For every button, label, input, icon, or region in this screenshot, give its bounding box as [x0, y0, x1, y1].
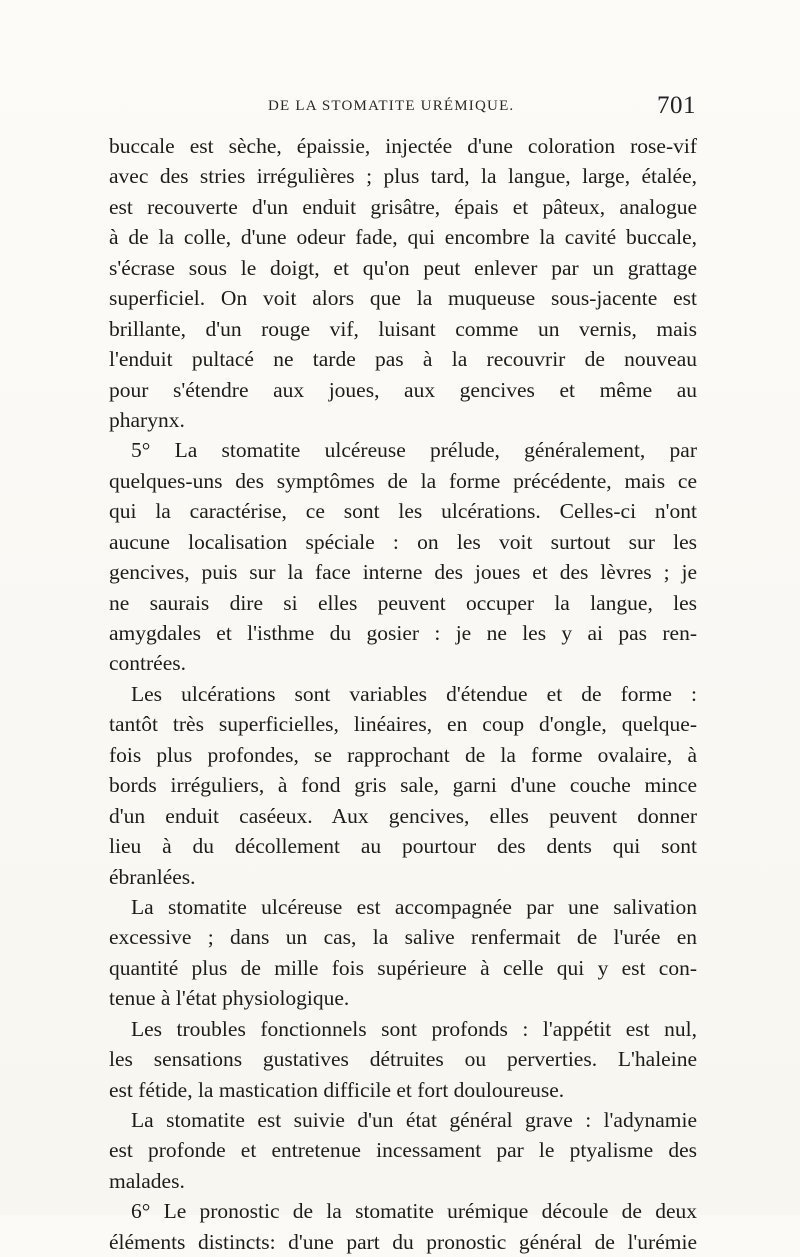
text-line: lieu à du décollement au pourtour des dents qui sont — [109, 834, 697, 859]
text-line: pour s'étendre aux joues, aux gencives et même au — [109, 377, 697, 402]
running-title: DE LA STOMATITE URÉMIQUE. — [268, 98, 515, 114]
text-line: malades. — [109, 1168, 185, 1193]
text-line: 5° La stomatite ulcéreuse prélude, généralement, par — [131, 438, 697, 463]
text-line: les sensations gustatives détruites ou perverties. L'haleine — [109, 1047, 697, 1072]
text-line: qui la caractérise, ce sont les ulcérations. Celles-ci n'ont — [109, 499, 697, 524]
text-line: est recouverte d'un enduit grisâtre, épais et pâteux, analogue — [109, 194, 697, 219]
text-line: aucune localisation spéciale : on les voit surtout sur les — [109, 529, 697, 554]
text-line: tenue à l'état physiologique. — [109, 986, 350, 1011]
text-line: éléments distincts: d'une part du pronostic général de l'urémie — [109, 1229, 697, 1254]
body-text — [109, 131, 697, 1257]
text-line: contrées. — [109, 651, 187, 676]
text-line: ne saurais dire si elles peuvent occuper la langue, les — [109, 590, 697, 615]
text-line: amygdales et l'isthme du gosier : je ne les y ai pas ren- — [109, 621, 697, 645]
text-line: ébranlées. — [109, 864, 196, 889]
text-line: La stomatite est suivie d'un état général grave : l'adynamie — [131, 1108, 697, 1132]
text-line: quelques-uns des symptômes de la forme précédente, mais ce — [109, 468, 697, 493]
text-line: 6° Le pronostic de la stomatite urémique découle de deux — [131, 1199, 697, 1224]
text-line: La stomatite ulcéreuse est accompagnée par une salivation — [131, 894, 697, 919]
text-line: buccale est sèche, épaissie, injectée d'une coloration rose-vif — [109, 134, 697, 158]
text-line: pharynx. — [109, 407, 185, 432]
text-line: tantôt très superficielles, linéaires, en coup d'ongle, quelque- — [109, 712, 697, 737]
page-number: 701 — [657, 92, 696, 119]
text-line: l'enduit pultacé ne tarde pas à la recouvrir de nouveau — [109, 347, 697, 372]
text-line: superficiel. On voit alors que la muqueuse sous-jacente est — [109, 286, 697, 311]
text-line: Les ulcérations sont variables d'étendue et de forme : — [131, 681, 697, 706]
text-line: avec des stries irrégulières ; plus tard, la langue, large, étalée, — [109, 164, 697, 189]
text-line: s'écrase sous le doigt, et qu'on peut enlever par un grattage — [109, 255, 697, 280]
text-line: d'un enduit caséeux. Aux gencives, elles peuvent donner — [109, 803, 697, 828]
text-line: fois plus profondes, se rapprochant de la forme ovalaire, à — [109, 742, 697, 767]
text-line: Les troubles fonctionnels sont profonds : l'appétit est nul, — [131, 1016, 697, 1041]
text-line: gencives, puis sur la face interne des joues et des lèvres ; je — [109, 560, 697, 585]
text-line: est fétide, la mastication difficile et fort douloureuse. — [109, 1077, 565, 1102]
text-line: bords irréguliers, à fond gris sale, garni d'une couche mince — [109, 773, 697, 798]
text-line: est profonde et entretenue incessament par le ptyalisme des — [109, 1138, 697, 1163]
text-line: excessive ; dans un cas, la salive renfermait de l'urée en — [109, 925, 697, 950]
text-line: à de la colle, d'une odeur fade, qui encombre la cavité buccale, — [109, 225, 697, 250]
text-line: brillante, d'un rouge vif, luisant comme un vernis, mais — [109, 316, 697, 341]
text-line: quantité plus de mille fois supérieure à celle qui y est con- — [109, 955, 697, 980]
running-head — [108, 92, 696, 124]
